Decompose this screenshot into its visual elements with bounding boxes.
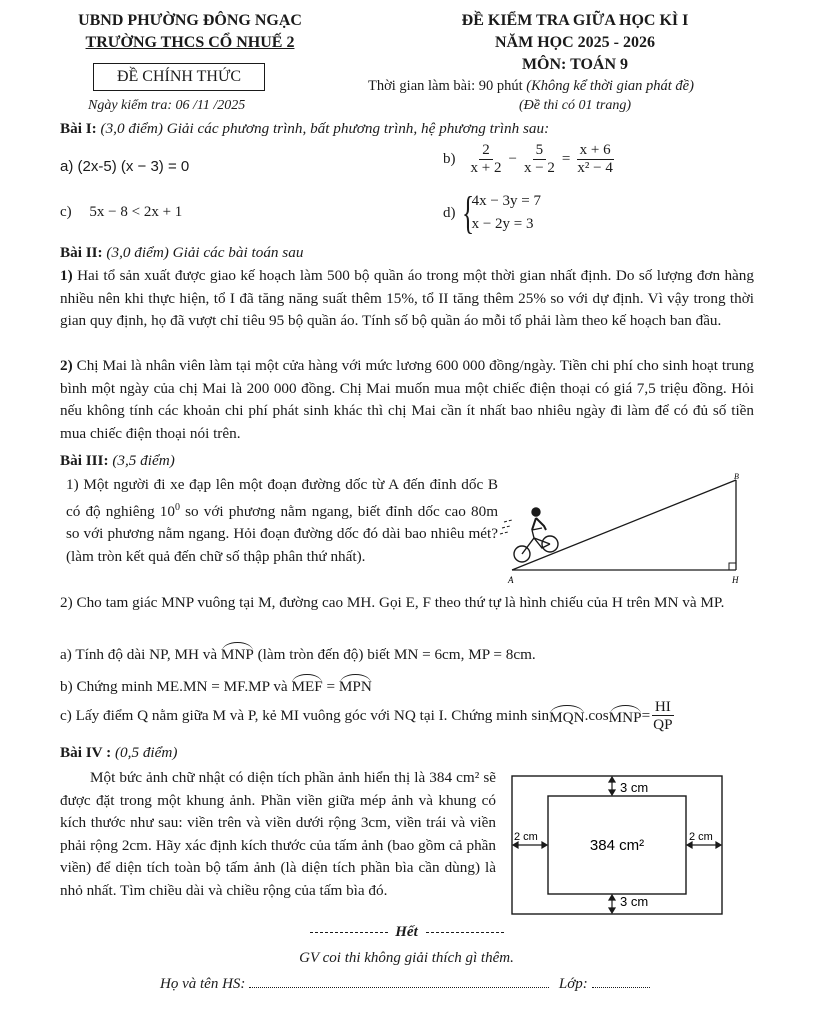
- official-label-box: [93, 63, 265, 91]
- fig-area-label: 384 cm²: [589, 837, 645, 854]
- fig-top-label: 3 cm: [620, 780, 649, 795]
- bai3-c-pre: c) Lấy điểm Q nằm giữa M và P, kẻ MI vuông góc với NQ tại I. Chứng minh: [60, 706, 528, 724]
- student-name-line: [160, 976, 650, 993]
- bai1-c-label: c): [60, 204, 72, 220]
- bai3-problem2: 2) Cho tam giác MNP vuông tại M, đường cao MH. Gọi E, F theo thứ tự là hình chiếu của H trên MN và MP.: [60, 594, 725, 611]
- angle-mnp: MNP: [221, 642, 254, 664]
- end-mark-line: [0, 924, 813, 941]
- bai3-c-den: QP: [653, 716, 673, 734]
- bai4-intro: (0,5 điểm): [111, 744, 178, 761]
- bai1-heading: [60, 120, 549, 138]
- degree-mark: 0: [175, 501, 180, 513]
- cyclist-icon: [500, 508, 558, 562]
- bai3-a-post: (làm tròn đến độ) biết MN = 6cm, MP = 8cm.: [253, 646, 536, 663]
- bai3-part-b: [60, 674, 372, 696]
- bai1-b-frac1: [468, 142, 505, 178]
- bai2-title: Bài II:: [60, 244, 103, 261]
- bai3-problem1: [66, 474, 498, 568]
- bai3-c-eq: =: [641, 706, 651, 724]
- bai1-b-label: b): [443, 151, 456, 168]
- bai1-b-frac3: [574, 142, 615, 178]
- name-dots: [249, 987, 549, 988]
- angle-mef: MEF: [291, 674, 322, 696]
- bai1-a-expr: (2x-5) (x − 3) = 0: [77, 158, 190, 175]
- fig-label-b: B: [734, 472, 739, 481]
- exam-title: ĐỀ KIỂM TRA GIỮA HỌC KÌ I: [461, 12, 689, 29]
- bai1-b-frac2-num: 5: [533, 142, 547, 160]
- angle-mnp-2: MNP: [609, 705, 642, 727]
- bai1-b-frac3-num: x + 6: [577, 142, 614, 160]
- exam-time-text: Thời gian làm bài: 90 phút: [368, 78, 527, 94]
- bai1-b: [443, 142, 616, 178]
- bai3-c-sin: sin: [531, 706, 550, 724]
- bai1-d-system: [472, 190, 541, 236]
- bai1-c-expr: 5x − 8 < 2x + 1: [89, 204, 183, 220]
- subject: MÔN: TOÁN 9: [521, 56, 629, 73]
- bai3-title: Bài III:: [60, 452, 109, 469]
- angle-mpn: MPN: [339, 674, 372, 696]
- bai4-heading: [60, 744, 177, 762]
- system-brace: {: [461, 187, 474, 238]
- fig-label-a: A: [508, 575, 514, 585]
- bai3-heading: [60, 452, 175, 470]
- bai1-d: [443, 187, 542, 238]
- fig-right-label: 2 cm: [689, 831, 713, 843]
- bai1-b-frac1-den: x + 2: [470, 160, 502, 177]
- bai2-problem2: [60, 355, 754, 445]
- bai4-title: Bài IV :: [60, 744, 112, 761]
- bai3-c-num: HI: [652, 698, 674, 716]
- school-year: NĂM HỌC 2025 - 2026: [495, 34, 655, 51]
- fig-left-label: 2 cm: [514, 831, 538, 843]
- school-authority: UBND PHƯỜNG ĐÔNG NGẠC: [78, 12, 302, 29]
- bai2-p2-label: 2): [60, 357, 73, 374]
- bai3-c-cos: .cos: [584, 706, 609, 724]
- bai2-intro: (3,0 điểm) Giải các bài toán sau: [102, 244, 304, 261]
- bai2-problem1: [60, 265, 754, 333]
- bai1-d-eq1: 4x − 3y = 7: [471, 193, 542, 209]
- bai4-text: Một bức ảnh chữ nhật có diện tích phần ảnh hiển thị là 384 cm² sẽ được đặt trong một khung ảnh. Phần viền giữa mép ảnh và khung có kích thước như sau: viền trên và viền dưới rộng 3cm, viền trái và viền phải rộng 2cm. Hãy xác định kích thước của tấm ảnh (bao gồm cả phần viền) để diện tích toàn bộ tấm ảnh (là diện tích phần bìa cần dùng) là nhỏ nhất. Tìm chiều dài và chiều rộng của tấm bìa đó.: [60, 769, 496, 899]
- bai3-p1-part2: so với phương nằm ngang, biết đỉnh dốc cao 80m so với phương nằm ngang. Hỏi đoạn đường dốc đó dài bao nhiêu mét? (làm tròn kết quả đến chữ số thập phân thứ nhất).: [66, 502, 499, 565]
- bai1-b-frac1-num: 2: [479, 142, 493, 160]
- bai1-intro: (3,0 điểm) Giải các phương trình, bất phương trình, hệ phương trình sau:: [96, 120, 550, 137]
- bai1-a-label: a): [60, 158, 74, 175]
- bai2-p1-text: Hai tổ sản xuất được giao kế hoạch làm 500 bộ quần áo trong một thời gian nhất định. Do số lượng đơn hàng nhiều nên khi thực hiện, tổ I đã tăng năng suất thêm 15%, tổ II tăng thêm 25% so với dự định. Vì vậy trong thời gian quy định, họ đã vượt chỉ tiêu 95 bộ quần áo. Tính số bộ quần áo mỗi tổ phải làm theo kế hoạch ban đầu.: [60, 267, 754, 330]
- angle-mqn: MQN: [549, 705, 584, 727]
- school-name: TRƯỜNG THCS CỔ NHUẾ 2: [85, 34, 295, 51]
- class-label: Lớp:: [558, 976, 588, 992]
- bai3-p1-part1: 1) Một người đi xe đạp lên một đoạn đường dốc từ A đến đỉnh dốc B có độ nghiêng 10: [66, 476, 498, 520]
- class-dots: [592, 987, 650, 988]
- bai3-c-fraction: [650, 698, 675, 734]
- bai2-heading: [60, 244, 303, 262]
- bai1-b-minus: −: [508, 151, 517, 168]
- bai1-b-frac2-den: x − 2: [523, 160, 555, 177]
- end-mark: Hết: [395, 924, 418, 940]
- page-note: (Đề thi có 01 trang): [519, 98, 631, 113]
- official-label: ĐỀ CHÍNH THỨC: [116, 68, 242, 85]
- slope-line: [512, 480, 736, 570]
- bai3-b-eq: =: [322, 678, 339, 695]
- bai1-c: [60, 204, 182, 221]
- bai3-a-pre: a) Tính độ dài NP, MH và: [60, 646, 221, 663]
- exam-date: Ngày kiểm tra: 06 /11 /2025: [88, 98, 246, 113]
- footer-note: GV coi thi không giải thích gì thêm.: [299, 950, 514, 966]
- bai2-p1-label: 1): [60, 267, 73, 284]
- bai3-intro: (3,5 điểm): [108, 452, 175, 469]
- bai1-b-equals: =: [561, 151, 571, 168]
- name-label: Họ và tên HS:: [160, 976, 246, 992]
- frame-figure: [508, 772, 726, 918]
- exam-time: [368, 78, 694, 95]
- bai1-a: [60, 158, 189, 175]
- bai1-d-eq2: x − 2y = 3: [471, 216, 534, 232]
- bai3-part-a: [60, 642, 536, 664]
- bai2-p2-text: Chị Mai là nhân viên làm tại một cửa hàng với mức lương 600 000 đồng/ngày. Tiền chi phí cho sinh hoạt trung bình một ngày của chị Mai là 200 000 đồng. Chị Mai muốn mua một chiếc điện thoại có giá 7,5 triệu đồng. Hỏi nếu không tính các khoản chi phí phát sinh khác thì chị Mai cần ít nhất bao nhiêu ngày đi làm để có đủ số tiền mua chiếc điện thoại nói trên.: [60, 357, 754, 442]
- fig-bottom-label: 3 cm: [620, 894, 649, 909]
- bai1-b-frac2: [521, 142, 558, 178]
- bai1-title: Bài I:: [60, 120, 97, 137]
- fig-label-h: H: [732, 575, 739, 585]
- slope-figure: [498, 470, 756, 588]
- bai3-part-c: [60, 698, 676, 734]
- bai1-d-label: d): [443, 204, 456, 221]
- right-angle-mark: [729, 563, 736, 570]
- bai3-b-pre: b) Chứng minh ME.MN = MF.MP và: [60, 678, 292, 695]
- exam-time-note: (Không kể thời gian phát đề): [526, 78, 694, 94]
- bai1-b-frac3-den: x² − 4: [577, 160, 613, 177]
